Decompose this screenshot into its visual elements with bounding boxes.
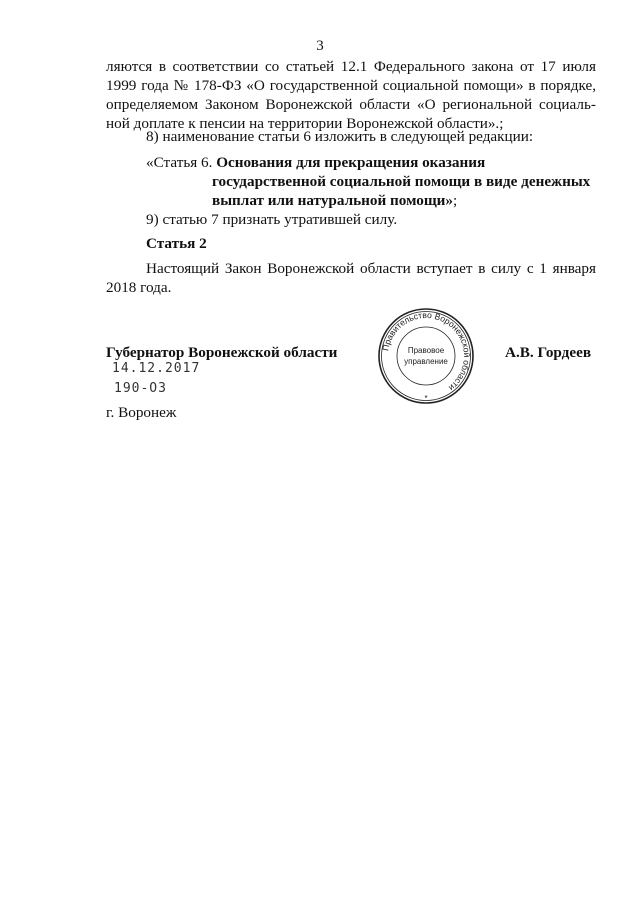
seal-star: * (424, 394, 428, 403)
article-2-heading: Статья 2 (146, 235, 207, 252)
article-6-title-line-2: государственной социальной помощи в виде денежных (212, 173, 591, 190)
article-6-lead: «Статья 6. (146, 154, 213, 171)
signature-name: А.В. Гордеев (505, 344, 592, 361)
city-name: г. Воронеж (106, 404, 177, 421)
article-6-title-line-1: Основания для прекращения оказания (216, 154, 486, 171)
paragraph-continuation (106, 57, 596, 133)
paragraph-effective-date (106, 259, 596, 297)
page-number: 3 (316, 38, 324, 54)
signature-position: Губернатор Воронежской области (106, 344, 338, 361)
signing-date-stamp: 14.12.2017 (112, 361, 201, 376)
article-6-title-line-3: выплат или натуральной помощи» (212, 192, 453, 209)
paragraph-line: Настоящий Закон Воронежской области вступает в силу с 1 января (146, 260, 596, 277)
paragraph-line: ной доплате к пенсии на территории Воронежской области».; (106, 115, 504, 132)
quoted-article-6 (146, 153, 606, 210)
official-seal (376, 306, 476, 406)
paragraph-line: определяемом Законом Воронежской области «О региональной социаль- (106, 96, 596, 113)
paragraph-item-8: 8) наименование статьи 6 изложить в следующей редакции: (146, 128, 534, 145)
paragraph-line: ляются в соответствии со статьей 12.1 Федерального закона от 17 июля (106, 58, 596, 75)
seal-center-line-1: Правовое (407, 346, 445, 355)
paragraph-line: 2018 года. (106, 279, 172, 296)
paragraph-item-9: 9) статью 7 признать утратившей силу. (146, 211, 398, 228)
article-6-tail: ; (453, 192, 458, 209)
seal-center-line-2: управление (404, 357, 448, 366)
seal-ring-text: Правительство Воронежской области (380, 309, 473, 394)
registration-number-stamp: 190-ОЗ (114, 381, 167, 396)
article-6-title-line-3-wrap (146, 191, 606, 210)
paragraph-line: 1999 года № 178-ФЗ «О государственной социальной помощи» в порядке, (106, 77, 596, 94)
